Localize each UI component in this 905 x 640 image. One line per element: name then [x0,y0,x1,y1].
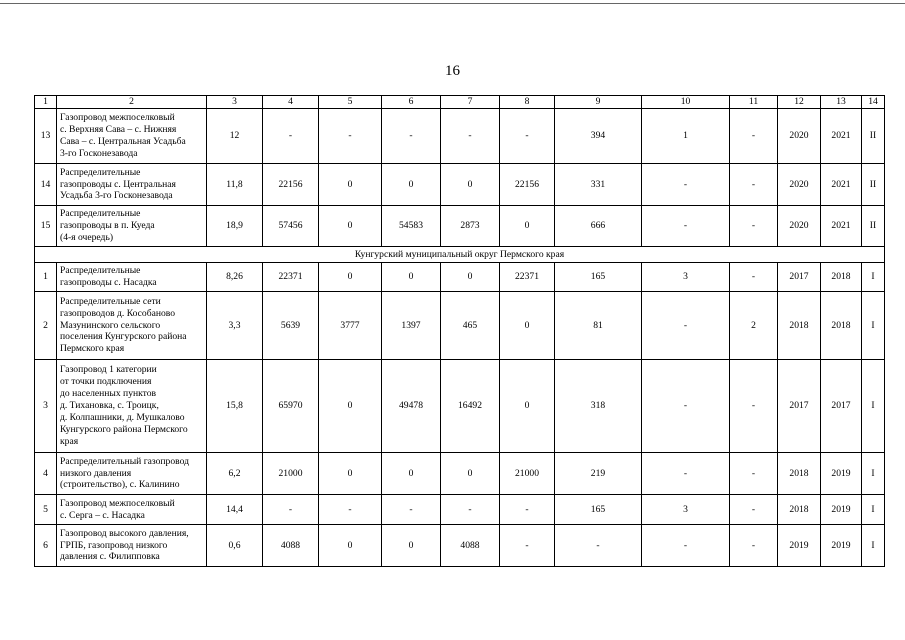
object-name-line: от точки подключения [60,376,152,388]
value-cell-c7: 0 [441,263,500,292]
value-cell-c13: 2021 [821,206,862,247]
value-cell-c14: I [862,453,885,495]
column-header-13: 13 [821,96,862,109]
value-cell-c9: 165 [555,263,642,292]
value-cell-c12: 2017 [778,360,821,453]
object-name-cell [57,453,207,495]
object-name-cell [57,292,207,360]
value-cell-c6: 0 [382,263,441,292]
value-cell-c3: 0,6 [207,525,263,567]
value-cell-c12: 2020 [778,164,821,206]
table-row [35,292,885,360]
row-number-cell: 4 [35,453,57,495]
value-cell-c7: 16492 [441,360,500,453]
value-cell-c11: - [730,206,778,247]
value-cell-c14: I [862,495,885,525]
value-cell-c8: 0 [500,292,555,360]
value-cell-c8: - [500,109,555,164]
value-cell-c7: 465 [441,292,500,360]
value-cell-c8: 22371 [500,263,555,292]
value-cell-c8: - [500,495,555,525]
value-cell-c6: 0 [382,164,441,206]
object-name-line: ГРПБ, газопровод низкого [60,539,168,551]
value-cell-c8: 0 [500,360,555,453]
value-cell-c7: 0 [441,453,500,495]
value-cell-c5: - [319,495,382,525]
object-name-cell [57,109,207,164]
table-row [35,525,885,567]
value-cell-c5: 0 [319,206,382,247]
object-name-line: давления с. Филипповка [60,551,160,563]
value-cell-c11: - [730,164,778,206]
value-cell-c3: 14,4 [207,495,263,525]
object-name-line: края [60,435,79,447]
value-cell-c11: - [730,109,778,164]
value-cell-c10: - [642,453,730,495]
object-name-line: д. Колпашники, д. Мушкалово [60,411,185,423]
value-cell-c4: 4088 [263,525,319,567]
row-number-cell: 14 [35,164,57,206]
column-header-1: 1 [35,96,57,109]
value-cell-c10: - [642,206,730,247]
value-cell-c3: 11,8 [207,164,263,206]
value-cell-c5: 0 [319,360,382,453]
value-cell-c8: - [500,525,555,567]
object-name-line: Распределительный газопровод [60,455,190,467]
object-name-line: (4-я очередь) [60,231,114,243]
value-cell-c10: 1 [642,109,730,164]
value-cell-c9: 331 [555,164,642,206]
value-cell-c9: 394 [555,109,642,164]
value-cell-c13: 2021 [821,164,862,206]
table-row [35,360,885,453]
value-cell-c7: 4088 [441,525,500,567]
column-header-7: 7 [441,96,500,109]
column-header-4: 4 [263,96,319,109]
value-cell-c10: - [642,360,730,453]
value-cell-c10: - [642,292,730,360]
value-cell-c6: 54583 [382,206,441,247]
value-cell-c5: 0 [319,164,382,206]
object-name-cell [57,206,207,247]
object-name-line: газопроводы с. Насадка [60,277,157,288]
value-cell-c13: 2018 [821,263,862,292]
column-header-12: 12 [778,96,821,109]
value-cell-c12: 2018 [778,453,821,495]
column-header-5: 5 [319,96,382,109]
value-cell-c5: - [319,109,382,164]
object-name-cell [57,263,207,292]
object-name-line: Распределительные [60,208,141,220]
object-name-line: с. Серга – с. Насадка [60,509,145,521]
value-cell-c11: - [730,263,778,292]
row-number-cell: 1 [35,263,57,292]
column-header-11: 11 [730,96,778,109]
object-name-cell [57,360,207,453]
value-cell-c12: 2018 [778,495,821,525]
value-cell-c4: 65970 [263,360,319,453]
value-cell-c13: 2019 [821,453,862,495]
object-name-line: Газопровод высокого давления, [60,527,189,539]
object-name-line: Пермского края [60,343,125,355]
object-name-line: (строительство), с. Калинино [60,479,180,491]
row-number-cell: 6 [35,525,57,567]
object-name-line: поселения Кунгурского района [60,331,187,343]
value-cell-c6: 0 [382,525,441,567]
value-cell-c7: - [441,109,500,164]
row-number-cell: 15 [35,206,57,247]
row-number-cell: 13 [35,109,57,164]
value-cell-c12: 2017 [778,263,821,292]
value-cell-c4: 21000 [263,453,319,495]
column-header-10: 10 [642,96,730,109]
object-name-line: Газопровод межпоселковый [60,497,175,509]
value-cell-c4: - [263,495,319,525]
value-cell-c9: - [555,525,642,567]
value-cell-c4: 22371 [263,263,319,292]
object-name-line: 3-го Госконезавода [60,147,138,159]
value-cell-c3: 15,8 [207,360,263,453]
value-cell-c7: 0 [441,164,500,206]
section-title: Кунгурский муниципальный округ Пермского края [35,247,885,263]
table-row [35,206,885,247]
value-cell-c8: 0 [500,206,555,247]
page-number: 16 [445,63,460,79]
value-cell-c11: - [730,495,778,525]
object-name-line: низкого давления [60,467,132,479]
value-cell-c14: II [862,206,885,247]
value-cell-c10: 3 [642,263,730,292]
value-cell-c13: 2019 [821,495,862,525]
value-cell-c6: - [382,109,441,164]
value-cell-c12: 2019 [778,525,821,567]
value-cell-c6: 49478 [382,360,441,453]
value-cell-c4: 5639 [263,292,319,360]
value-cell-c5: 0 [319,525,382,567]
row-number-cell: 3 [35,360,57,453]
object-name-line: Сава – с. Центральная Усадьба [60,136,186,147]
value-cell-c9: 81 [555,292,642,360]
value-cell-c6: 0 [382,453,441,495]
column-header-9: 9 [555,96,642,109]
gas-pipeline-table [34,95,885,567]
table-body [35,96,885,567]
value-cell-c4: - [263,109,319,164]
column-header-3: 3 [207,96,263,109]
value-cell-c9: 318 [555,360,642,453]
value-cell-c3: 3,3 [207,292,263,360]
value-cell-c14: I [862,525,885,567]
object-name-line: Кунгурского района Пермского [60,423,188,435]
row-number-cell: 5 [35,495,57,525]
value-cell-c8: 21000 [500,453,555,495]
object-name-line: д. Тихановка, с. Троицк, [60,400,159,411]
value-cell-c7: 2873 [441,206,500,247]
value-cell-c14: I [862,360,885,453]
table-row [35,263,885,292]
value-cell-c5: 3777 [319,292,382,360]
table-row [35,109,885,164]
value-cell-c9: 219 [555,453,642,495]
object-name-line: с. Верхняя Сава – с. Нижняя [60,124,177,136]
value-cell-c3: 6,2 [207,453,263,495]
value-cell-c11: - [730,453,778,495]
value-cell-c7: - [441,495,500,525]
row-number-cell: 2 [35,292,57,360]
table-row [35,453,885,495]
value-cell-c14: II [862,109,885,164]
object-name-line: Газопровод межпоселковый [60,112,175,124]
object-name-line: до населенных пунктов [60,388,157,400]
value-cell-c13: 2017 [821,360,862,453]
value-cell-c5: 0 [319,263,382,292]
value-cell-c11: 2 [730,292,778,360]
section-header-row [35,247,885,263]
value-cell-c3: 12 [207,109,263,164]
object-name-cell [57,164,207,206]
column-number-header-row [35,96,885,109]
object-name-cell [57,525,207,567]
value-cell-c9: 165 [555,495,642,525]
value-cell-c10: 3 [642,495,730,525]
value-cell-c14: I [862,292,885,360]
value-cell-c12: 2018 [778,292,821,360]
object-name-line: газопроводы в п. Куеда [60,220,155,231]
value-cell-c4: 57456 [263,206,319,247]
value-cell-c12: 2020 [778,109,821,164]
value-cell-c10: - [642,164,730,206]
value-cell-c6: 1397 [382,292,441,360]
value-cell-c9: 666 [555,206,642,247]
table-row [35,495,885,525]
value-cell-c14: I [862,263,885,292]
column-header-2: 2 [57,96,207,109]
value-cell-c12: 2020 [778,206,821,247]
value-cell-c14: II [862,164,885,206]
value-cell-c3: 18,9 [207,206,263,247]
object-name-line: Газопровод 1 категории [60,364,157,376]
value-cell-c13: 2021 [821,109,862,164]
object-name-line: Мазунинского сельского [60,319,161,331]
object-name-line: газопроводы с. Центральная [60,178,176,190]
column-header-14: 14 [862,96,885,109]
top-border-line [0,3,905,4]
object-name-cell [57,495,207,525]
value-cell-c4: 22156 [263,164,319,206]
value-cell-c13: 2018 [821,292,862,360]
value-cell-c8: 22156 [500,164,555,206]
column-header-6: 6 [382,96,441,109]
object-name-line: газопроводов д. Кособаново [60,307,176,319]
value-cell-c3: 8,26 [207,263,263,292]
object-name-line: Распределительные сети [60,295,161,307]
value-cell-c5: 0 [319,453,382,495]
table-row [35,164,885,206]
object-name-line: Распределительные [60,166,141,178]
value-cell-c11: - [730,525,778,567]
object-name-line: Распределительные [60,265,141,277]
value-cell-c13: 2019 [821,525,862,567]
value-cell-c10: - [642,525,730,567]
value-cell-c11: - [730,360,778,453]
object-name-line: Усадьба 3-го Госконезавода [60,190,173,202]
column-header-8: 8 [500,96,555,109]
value-cell-c6: - [382,495,441,525]
